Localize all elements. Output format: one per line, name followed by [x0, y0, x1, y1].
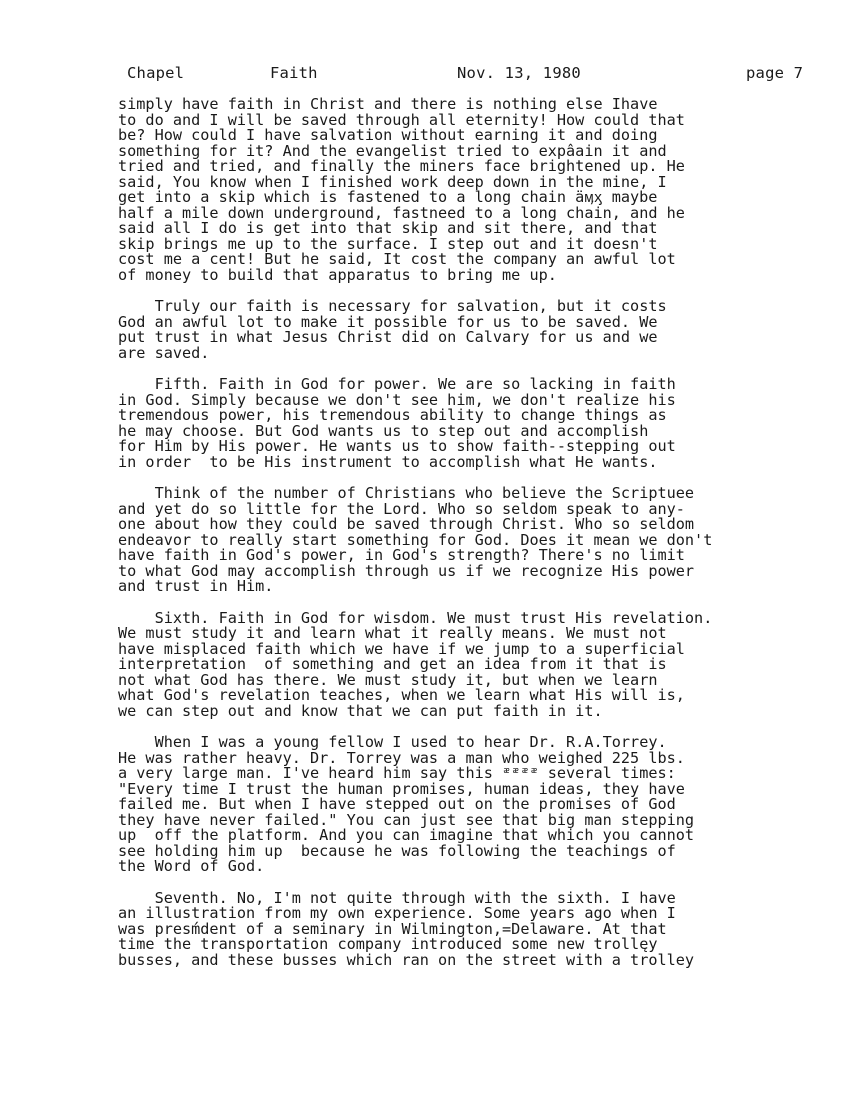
- text-line: When I was a young fellow I used to hear Dr. R.A.Torrey.: [118, 733, 667, 751]
- text-line: half a mile down underground, fastneed to a long chain, and he: [118, 203, 685, 222]
- text-line: not what God has there. We must study it, but when we learn: [118, 670, 658, 689]
- text-line: Sixth. Faith in God for wisdom. We must trust His revelation.: [118, 608, 713, 627]
- text-line: said all I do is get into that skip and sit there, and that: [118, 219, 658, 237]
- text-line: He was rather heavy. Dr. Torrey was a man who weighed 225 lbs.: [118, 748, 685, 767]
- text-line: endeavor to really start something for God. Does it mean we don't: [118, 530, 713, 549]
- text-line: get into a skip which is fastened to a long chain ӓӎӽ maybe: [118, 188, 658, 206]
- header-chapel: Chapel: [127, 64, 185, 82]
- text-line: busses, and these busses which ran on the street with a trolley: [118, 950, 695, 969]
- text-line: be? How could I have salvation without earning it and doing: [118, 126, 658, 144]
- text-line: an illustration from my own experience. Some years ago when I: [118, 904, 676, 922]
- paragraph: [118, 735, 818, 875]
- text-line: of money to build that apparatus to bring me up.: [118, 265, 557, 284]
- text-line: tried and tried, and finally the miners face brightened up. He: [118, 157, 685, 175]
- text-line: one about how they could be saved through Christ. Who so seldom: [118, 515, 695, 533]
- text-line: a very large man. I've heard him say this ᵆᵆᵆᵆ several times:: [118, 764, 676, 782]
- text-line: and trust in Him.: [118, 577, 274, 595]
- text-line: what God's revelation teaches, when we learn what His will is,: [118, 686, 685, 704]
- text-line: he may choose. But God wants us to step out and accomplish: [118, 421, 649, 440]
- text-line: We must study it and learn what it really means. We must not: [118, 624, 667, 642]
- text-line: up off the platform. And you can imagine that which you cannot: [118, 826, 695, 844]
- text-line: "Every time I trust the human promises, human ideas, they have: [118, 779, 685, 798]
- text-line: Truly our faith is necessary for salvation, but it costs: [118, 297, 667, 315]
- text-line: are saved.: [118, 343, 210, 362]
- text-line: we can step out and know that we can put faith in it.: [118, 701, 603, 720]
- text-line: interpretation of something and get an idea from it that is: [118, 655, 667, 673]
- text-line: have faith in God's power, in God's strength? There's no limit: [118, 546, 685, 564]
- document-body: [118, 97, 818, 984]
- text-line: and yet do so little for the Lord. Who so seldom speak to any-: [118, 499, 685, 518]
- text-line: was presḿdent of a seminary in Wilmington,=Delaware. At that: [118, 919, 667, 938]
- header-page-number: page 7: [746, 64, 804, 82]
- paragraph: [118, 888, 818, 969]
- paragraph: [118, 299, 818, 361]
- text-line: time the transportation company introduced some new trollęy: [118, 935, 658, 953]
- text-line: Fifth. Faith in God for power. We are so lacking in faith: [118, 375, 676, 393]
- text-line: Seventh. No, I'm not quite through with the sixth. I have: [118, 888, 676, 907]
- text-line: said, You know when I finished work deep down in the mine, I: [118, 172, 667, 191]
- paragraph: [118, 608, 818, 720]
- text-line: the Word of God.: [118, 857, 265, 875]
- text-line: tremendous power, his tremendous ability to change things as: [118, 406, 667, 424]
- text-line: cost me a cent! But he said, It cost the company an awful lot: [118, 250, 676, 268]
- text-line: for Him by His power. He wants us to show faith--stepping out: [118, 437, 676, 455]
- text-line: something for it? And the evangelist tried to expâain it and: [118, 141, 667, 160]
- text-line: failed me. But when I have stepped out on the promises of God: [118, 795, 676, 813]
- text-line: in God. Simply because we don't see him, we don't realize his: [118, 390, 676, 409]
- text-line: Think of the number of Christians who believe the Scriptuee: [118, 484, 695, 502]
- text-line: in order to be His instrument to accomplish what He wants.: [118, 452, 658, 471]
- paragraph: [118, 97, 818, 283]
- paragraph: [118, 486, 818, 595]
- text-line: God an awful lot to make it possible for us to be saved. We: [118, 312, 658, 331]
- paragraph: [118, 377, 818, 470]
- text-line: skip brings me up to the surface. I step out and it doesn't: [118, 234, 658, 253]
- text-line: to do and I will be saved through all eternity! How could that: [118, 110, 685, 129]
- header-date: Nov. 13, 1980: [457, 64, 581, 82]
- header-title: Faith: [270, 64, 318, 82]
- text-line: have misplaced faith which we have if we jump to a superficial: [118, 639, 685, 658]
- text-line: to what God may accomplish through us if we recognize His power: [118, 561, 695, 580]
- text-line: they have never failed." You can just see that big man stepping: [118, 810, 695, 829]
- text-line: see holding him up because he was following the teachings of: [118, 841, 676, 860]
- text-line: simply have faith in Christ and there is nothing else Ihave: [118, 95, 658, 113]
- text-line: put trust in what Jesus Christ did on Calvary for us and we: [118, 328, 658, 346]
